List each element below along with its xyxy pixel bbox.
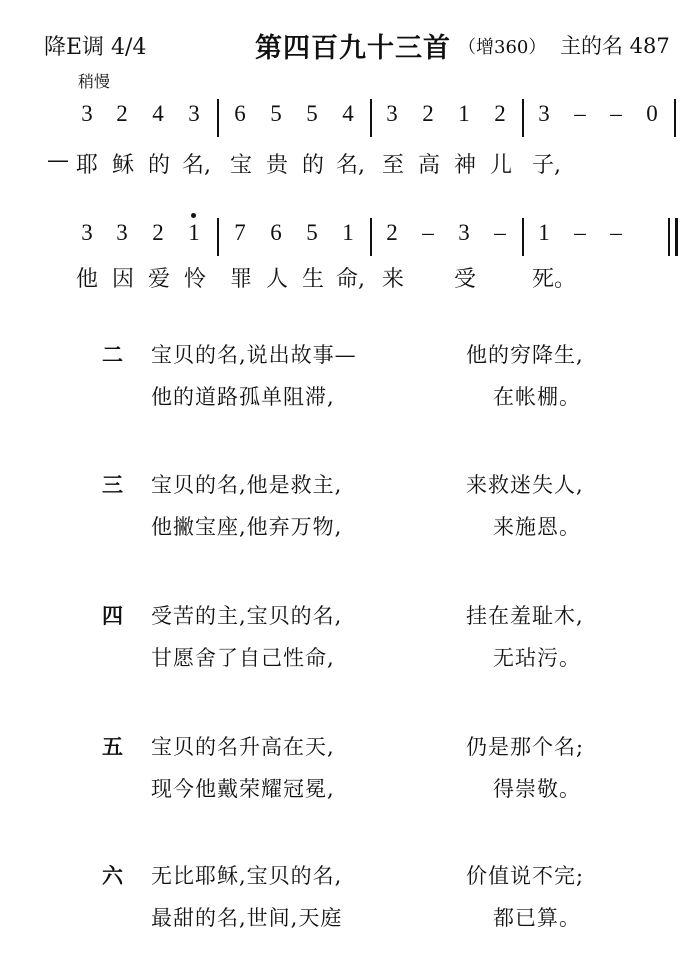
barline — [217, 99, 219, 137]
lyric: 生 — [301, 267, 324, 292]
lyric: 耶 — [75, 153, 98, 178]
note: 3 — [188, 101, 200, 126]
verse-line: 他撇宝座,他弃万物, — [151, 515, 343, 539]
hymn-title: 第四百九十三首 — [255, 33, 451, 64]
verse-number: 四 — [102, 603, 123, 628]
verse-line: 得崇敬。 — [493, 777, 581, 801]
lyric: 儿 — [489, 153, 512, 178]
lyric: 的 — [301, 153, 324, 178]
lyric: 名, — [336, 153, 365, 178]
verse-number: 二 — [102, 342, 123, 367]
verse-line: 挂在羞耻木, — [466, 604, 584, 628]
hymn-supplement-number: （增360） — [458, 37, 547, 58]
note: 4 — [342, 101, 354, 126]
note: 3 — [81, 220, 93, 245]
final-barline-thin — [668, 218, 670, 256]
barline — [370, 218, 372, 256]
note: 1 — [458, 101, 470, 126]
verse-line: 宝贝的名升高在天, — [151, 735, 335, 759]
verse-number: 三 — [102, 472, 123, 497]
note: 5 — [270, 101, 282, 126]
verse-line: 宝贝的名,说出故事— — [151, 343, 357, 367]
verse-number: 五 — [102, 734, 123, 759]
barline — [522, 99, 524, 137]
note: – — [610, 101, 622, 126]
lyric: 他 — [75, 267, 98, 292]
lyrics-line-2 — [0, 262, 700, 302]
note: 3 — [538, 101, 550, 126]
verse-line: 他的穷降生, — [466, 343, 584, 367]
note: 0 — [646, 101, 658, 126]
note: 2 — [494, 101, 506, 126]
verse-line: 受苦的主,宝贝的名, — [151, 604, 343, 628]
verse-line: 来施恩。 — [493, 515, 581, 539]
note: 6 — [270, 220, 282, 245]
lyric: 爱 — [147, 267, 170, 292]
verse-line: 来救迷失人, — [466, 473, 584, 497]
lyric: 人 — [265, 267, 288, 292]
note: 3 — [81, 101, 93, 126]
staff-line-2 — [0, 220, 700, 260]
verse-line: 价值说不完; — [466, 864, 585, 888]
key-signature: 降E调 4/4 — [44, 35, 147, 60]
lyric: 高 — [417, 153, 440, 178]
verse-line: 无玷污。 — [493, 646, 581, 670]
lyric: 子, — [532, 153, 561, 178]
lyric: 稣 — [111, 153, 134, 178]
note: 4 — [152, 101, 164, 126]
barline — [674, 99, 676, 137]
lyric: 死。 — [532, 267, 577, 292]
verse-line: 都已算。 — [493, 906, 581, 930]
verse-number: 六 — [102, 863, 123, 888]
lyric: 怜 — [183, 267, 206, 292]
lyric: 神 — [453, 153, 476, 178]
note: 5 — [306, 220, 318, 245]
verse-line: 现今他戴荣耀冠冕, — [151, 777, 335, 801]
note-high-octave: 1 — [182, 220, 206, 246]
barline — [370, 99, 372, 137]
verse-line: 最甜的名,世间,天庭 — [151, 906, 343, 930]
lyric: 受 — [453, 267, 476, 292]
note: – — [422, 220, 434, 245]
final-barline-thick — [675, 218, 678, 256]
lyric: 宝 — [229, 153, 252, 178]
note: 2 — [116, 101, 128, 126]
note: 1 — [342, 220, 354, 245]
note: – — [494, 220, 506, 245]
staff-line-1 — [0, 101, 700, 141]
verse-line: 宝贝的名,他是救主, — [151, 473, 343, 497]
note: 5 — [306, 101, 318, 126]
barline — [217, 218, 219, 256]
note: 3 — [386, 101, 398, 126]
note: 6 — [234, 101, 246, 126]
note: 2 — [152, 220, 164, 245]
note: – — [574, 101, 586, 126]
note: 7 — [234, 220, 246, 245]
lyric: 名, — [182, 153, 211, 178]
lyric: 因 — [111, 267, 134, 292]
note: 3 — [458, 220, 470, 245]
lyrics-line-1 — [0, 148, 700, 188]
verse-line: 无比耶稣,宝贝的名, — [151, 864, 343, 888]
note: 2 — [386, 220, 398, 245]
note: 3 — [116, 220, 128, 245]
note: – — [610, 220, 622, 245]
note: 2 — [422, 101, 434, 126]
note: 1 — [538, 220, 550, 245]
hymn-subtitle: 主的名 487 — [560, 34, 670, 58]
verse-line: 仍是那个名; — [466, 735, 585, 759]
octave-dot — [191, 213, 196, 218]
barline — [522, 218, 524, 256]
lyric: 的 — [147, 153, 170, 178]
lyric: 贵 — [265, 153, 288, 178]
lyric-dash: — — [47, 148, 69, 173]
verse-line: 在帐棚。 — [493, 385, 581, 409]
verse-line: 甘愿舍了自己性命, — [151, 646, 335, 670]
lyric: 来 — [381, 267, 404, 292]
lyric: 至 — [381, 153, 404, 178]
lyric: 命, — [336, 267, 365, 292]
verse-line: 他的道路孤单阻滞, — [151, 385, 335, 409]
lyric: 罪 — [229, 267, 252, 292]
note: – — [574, 220, 586, 245]
tempo-marking: 稍慢 — [78, 72, 111, 91]
